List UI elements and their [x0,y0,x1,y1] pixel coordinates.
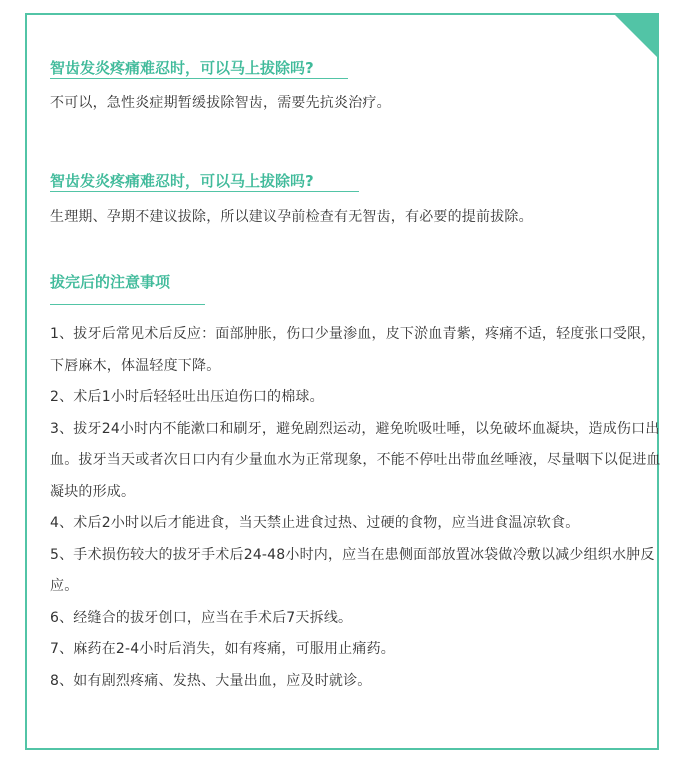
list-item: 3、拔牙24小时内不能漱口和刷牙，避免剧烈运动，避免吮吸吐唾，以免破坏血凝块，造成伤口出血。拔牙当天或者次日口内有少量血水为正常现象，不能不停吐出带血丝唾液，尽量咽下以促进血凝块的形成。 [50,420,661,500]
list-item: 6、经缝合的拔牙创口，应当在手术后7天拆线。 [50,609,353,626]
section-1-underline [50,78,348,79]
list-item: 7、麻药在2-4小时后消失，如有疼痛，可服用止痛药。 [50,641,395,657]
list-item: 4、术后2小时以后才能进食，当天禁止进食过热、过硬的食物，应当进食温凉软食。 [50,515,580,531]
list-item: 1、拔牙后常见术后反应：面部肿胀，伤口少量渗血，皮下淤血青紫，疼痛不适，轻度张口受限，下唇麻木，体温轻度下降。 [50,326,656,374]
list-item: 8、如有剧烈疼痛、发热、大量出血，应及时就诊。 [50,672,372,689]
section-2-title: 智齿发炎疼痛难忍时，可以马上拔除吗? [50,172,314,190]
section-3-title: 拔完后的注意事项 [50,273,171,291]
section-2-body: 生理期、孕期不建议拔除，所以建议孕前检查有无智齿，有必要的提前拔除。 [50,209,533,225]
section-1-body: 不可以，急性炎症期暂缓拔除智齿，需要先抗炎治疗。 [50,95,391,111]
section-3-underline [50,304,205,305]
aftercare-list [50,319,662,697]
corner-triangle-decoration [613,13,659,59]
section-2-underline [50,191,359,192]
section-1-title: 智齿发炎疼痛难忍时，可以马上拔除吗? [50,59,314,77]
list-item: 5、手术损伤较大的拔牙手术后24-48小时内，应当在患侧面部放置冰袋做冷敷以减少组织水肿反应。 [50,546,655,594]
article-card [25,13,659,750]
list-item: 2、术后1小时后轻轻吐出压迫伤口的棉球。 [50,389,324,405]
